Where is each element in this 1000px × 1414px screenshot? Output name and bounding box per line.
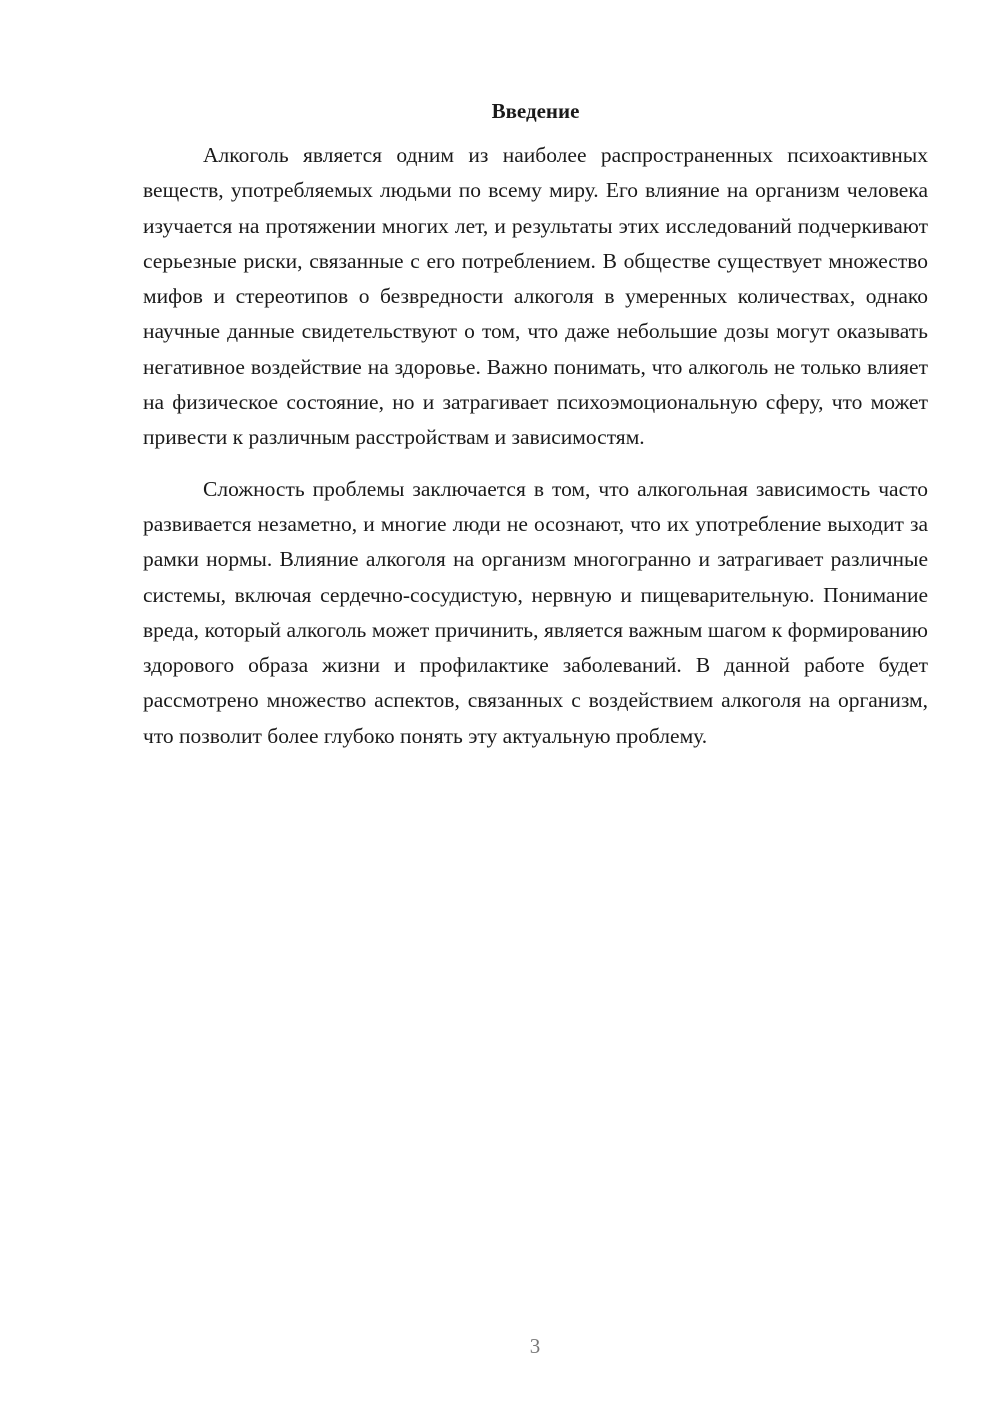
paragraph-2: Сложность проблемы заключается в том, что алкогольная зависимость часто развивается незаметно, и многие люди не осознают, что их употребление выходит за рамки нормы. Влияние алкоголя на организм многогранно и затрагивает различные системы, включая сердечно-сосудистую, нервную и пищеварительную. Понимание вреда, который алкоголь может причинить, является важным шагом к формированию здорового образа жизни и профилактике заболеваний. В данной работе будет рассмотрено множество аспектов, связанных с воздействием алкоголя на организм, что позволит более глубоко понять эту актуальную проблему. [143, 476, 928, 748]
section-heading: Введение [491, 99, 580, 123]
page-number: 3 [529, 1334, 541, 1358]
paragraph-1: Алкоголь является одним из наиболее распространенных психоактивных веществ, употребляемых людьми по всему миру. Его влияние на организм человека изучается на протяжении многих лет, и результаты этих исследований подчеркивают серьезные риски, связанные с его потреблением. В обществе существует множество мифов и стереотипов о безвредности алкоголя в умеренных количествах, однако научные данные свидетельствуют о том, что даже небольшие дозы могут оказывать негативное воздействие на здоровье. Важно понимать, что алкоголь не только влияет на физическое состояние, но и затрагивает психоэмоциональную сферу, что может привести к различным расстройствам и зависимостям. [143, 143, 928, 450]
page-content [143, 96, 928, 754]
